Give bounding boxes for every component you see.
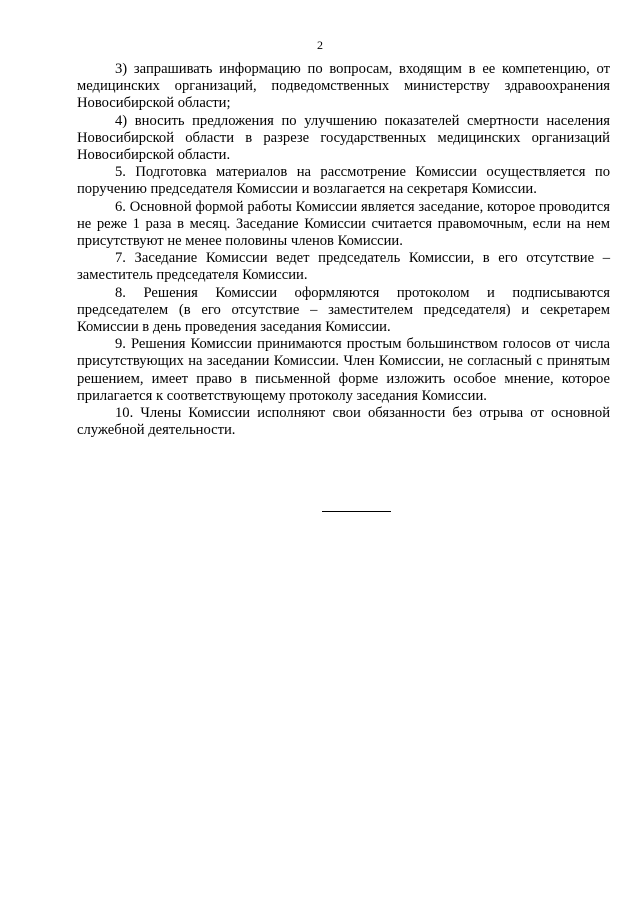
page-number: 2 [317, 38, 323, 52]
paragraph-clause-9: 9. Решения Комиссии принимаются простым большинством голосов от числа присутствующих на заседании Комиссии. Член Комиссии, не согласный с принятым решением, имеет право в письменной форме изложить особое мнение, которое прилагается к соответствующему протоколу заседания Комиссии. [77, 336, 610, 404]
end-separator-line [322, 511, 391, 512]
paragraph-item-4: 4) вносить предложения по улучшению показателей смертности населения Новосибирской области в разрезе государственных медицинских организаций Новосибирской области. [77, 112, 610, 164]
paragraph-clause-6: 6. Основной формой работы Комиссии является заседание, которое проводится не реже 1 раза в месяц. Заседание Комиссии считается правомочным, если на нем присутствуют не менее половины членов Комиссии. [77, 198, 610, 250]
paragraph-item-3: 3) запрашивать информацию по вопросам, входящим в ее компетенцию, от медицинских организаций, подведомственных министерству здравоохранения Новосибирской области; [77, 61, 610, 112]
paragraph-clause-10: 10. Члены Комиссии исполняют свои обязанности без отрыва от основной служебной деятельности. [77, 405, 610, 439]
document-body [77, 61, 610, 439]
paragraph-clause-5: 5. Подготовка материалов на рассмотрение Комиссии осуществляется по поручению председателя Комиссии и возлагается на секретаря Комиссии. [77, 164, 610, 198]
paragraph-clause-7: 7. Заседание Комиссии ведет председатель Комиссии, в его отсутствие – заместитель председателя Комиссии. [77, 250, 610, 284]
paragraph-clause-8: 8. Решения Комиссии оформляются протоколом и подписываются председателем (в его отсутствие – заместителем председателя) и секретарем Комиссии в день проведения заседания Комиссии. [77, 284, 610, 336]
